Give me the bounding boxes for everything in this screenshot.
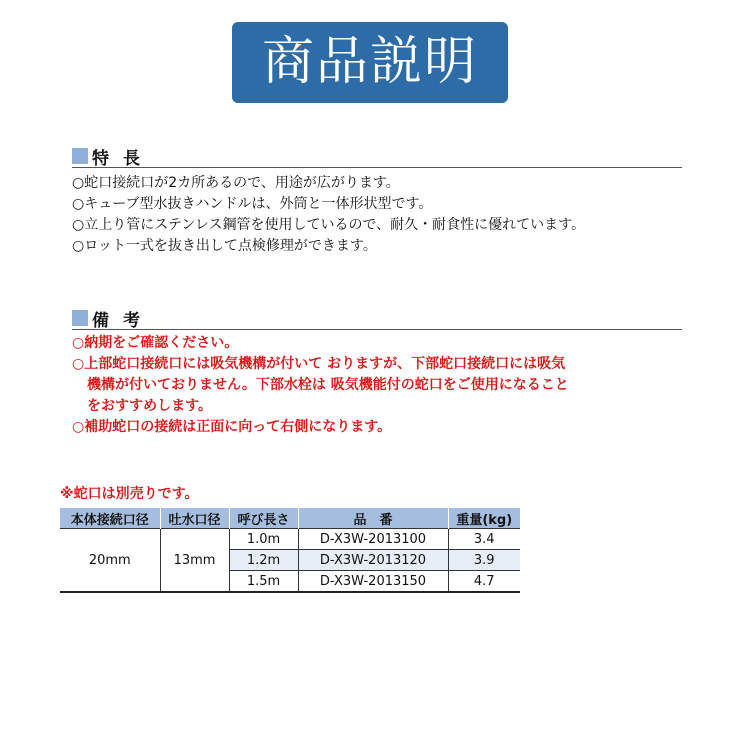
header-spout-diameter: 吐水口径 [160, 508, 229, 529]
length-cell: 1.2m [229, 550, 298, 571]
remark-line: をおすすめします。 [87, 398, 213, 414]
part-number-cell: D-X3W-2013120 [298, 550, 448, 571]
features-heading-label: 特長 [92, 149, 154, 169]
remark-line: ○納期をご確認ください。 [72, 335, 239, 351]
weight-cell: 3.9 [448, 550, 520, 571]
remark-item [72, 417, 702, 438]
feature-item: ○蛇口接続口が2カ所あるので、用途が広がります。 [72, 175, 400, 191]
remark-line: ○補助蛇口の接続は正面に向って右側になります。 [72, 419, 392, 435]
remarks-list [72, 333, 702, 438]
length-cell: 1.0m [229, 529, 298, 550]
spec-table [60, 508, 520, 593]
square-bullet-icon [72, 148, 88, 164]
part-number-cell: D-X3W-2013100 [298, 529, 448, 550]
remark-item [72, 333, 702, 354]
feature-item: ○立上り管にステンレス鋼管を使用しているので、耐久・耐食性に優れています。 [72, 217, 586, 233]
feature-item: ○ロット一式を抜き出して点検修理ができます。 [72, 238, 377, 254]
header-weight: 重量(kg) [448, 508, 520, 529]
body-diameter-cell: 20mm [60, 529, 160, 593]
remark-item [72, 354, 702, 417]
length-cell: 1.5m [229, 571, 298, 593]
weight-cell: 4.7 [448, 571, 520, 593]
header-body-diameter: 本体接続口径 [60, 508, 160, 529]
spout-diameter-cell: 13mm [160, 529, 229, 593]
weight-cell: 3.4 [448, 529, 520, 550]
remarks-heading-label: 備考 [92, 311, 154, 331]
feature-item: ○キューブ型水抜きハンドルは、外筒と一体形状型です。 [72, 196, 433, 212]
table-row [60, 529, 520, 550]
remark-line: 機構が付いておりません。下部水栓は 吸気機能付の蛇口をご使用になること [87, 377, 569, 393]
faucet-sold-separately-note: ※蛇口は別売りです。 [60, 486, 199, 502]
page-title-banner: 商品説明 [232, 22, 508, 103]
table-header-row [60, 508, 520, 529]
part-number-cell: D-X3W-2013150 [298, 571, 448, 593]
features-list [72, 173, 702, 257]
header-part-number: 品 番 [298, 508, 448, 529]
features-heading [72, 145, 682, 168]
remark-line: ○上部蛇口接続口には吸気機構が付いて おりますが、下部蛇口接続口には吸気 [72, 356, 566, 372]
remarks-heading [72, 307, 682, 330]
square-bullet-icon [72, 310, 88, 326]
header-nominal-length: 呼び長さ [229, 508, 298, 529]
